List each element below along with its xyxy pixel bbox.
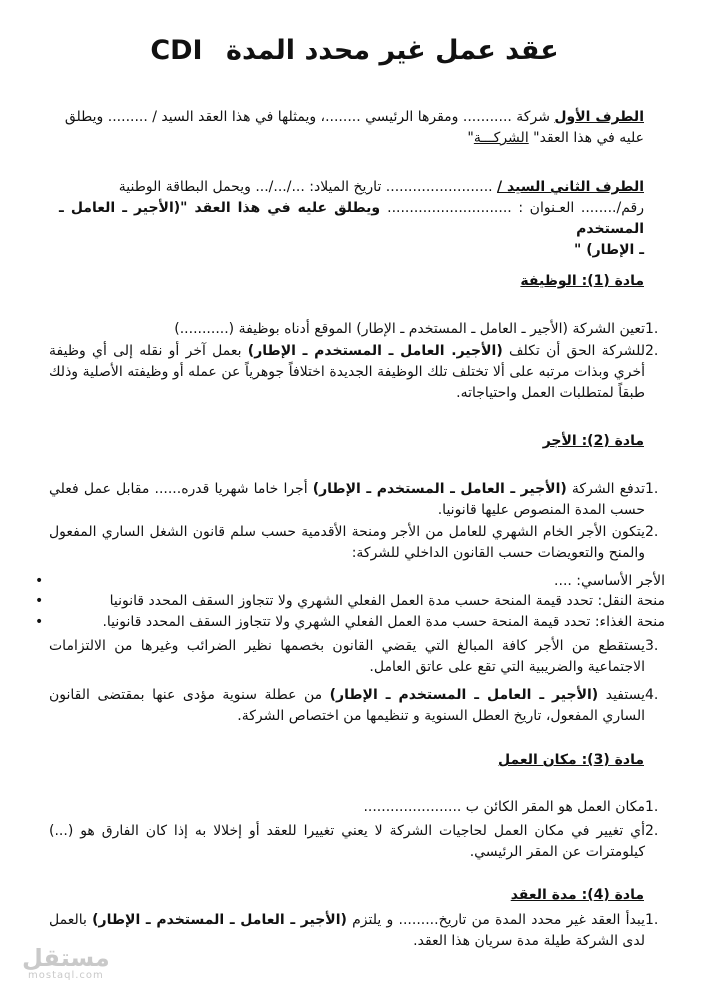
list-item: [49, 685, 669, 727]
title-code: CDI: [150, 35, 203, 66]
item-text: يستفيد (الأجير ـ العامل ـ المستخدم ـ الإطار) من عطلة سنوية مؤدى عنها بمقتضى القانون الساري المفعول، تاريخ العطل السنوية و تنظيمها من اختصاص الشركة.: [49, 687, 645, 724]
item-text: أي تغيير في مكان العمل لحاجيات الشركة لا يعني تغييرا للعقد أو إخلالا به إذا كان الفارق هو (...) كيلومترات عن المقر الرئيسي.: [49, 823, 645, 860]
list-item: [49, 821, 669, 863]
item-number: 3.: [645, 638, 659, 654]
first-party-label: الطرف الأول: [554, 109, 644, 125]
item-text: يبدأ العقد غير محدد المدة من تاريخ......... و يلتزم (الأجير ـ العامل ـ المستخدم ـ الإطار) بالعمل لدى الشركة طيلة مدة سريان هذا العقد.: [49, 912, 646, 949]
item-number: 1.: [645, 912, 659, 928]
list-item: [49, 341, 669, 404]
bullet-text: منحة الغذاء: تحدد قيمة المنحة حسب مدة العمل الفعلي الشهري ولا تتجاوز السقف المحدد قانونيا.: [102, 614, 665, 630]
item-number: 1.: [645, 321, 659, 337]
first-party-paragraph: [59, 107, 644, 149]
article-2-heading: مادة (2): الأجر: [542, 433, 644, 449]
article-3-heading: مادة (3): مكان العمل: [497, 752, 644, 768]
bullet-text: منحة النقل: تحدد قيمة المنحة حسب مدة العمل الفعلي الشهري ولا تتجاوز السقف المحدد قانونيا: [109, 593, 665, 609]
bullet-item: [35, 571, 665, 591]
second-party-paragraph: [59, 177, 644, 261]
item-number: 1.: [645, 799, 659, 815]
bullet-dot: •: [35, 573, 44, 589]
item-number: 1.: [645, 481, 659, 497]
article-4-heading: مادة (4): مدة العقد: [510, 887, 644, 903]
item-text: يستقطع من الأجر كافة المبالغ التي يقضي القانون بخصمها نظير الضرائب وغيرها من الالتزامات الاجتماعية والضريبية التي تقع على عاتق العامل.: [49, 638, 645, 675]
first-party-text-3: ": [467, 130, 474, 146]
first-party-text: شركة ........... ومقرها الرئيسي ........، ويمثلها في هذا العقد السيد / ......... ويطلق: [64, 109, 555, 125]
bullet-item: [35, 612, 665, 632]
list-item: [49, 797, 669, 818]
mostaql-watermark: [22, 946, 110, 981]
list-item: [49, 479, 669, 521]
bullet-item: [35, 591, 665, 611]
item-text: يتكون الأجر الخام الشهري للعامل من الأجر ومنحة الأقدمية حسب سلم قانون الشغل الساري المفعول والمنح والتعويضات حسب القانون الداخلي للشركة:: [49, 524, 645, 561]
item-number: 2.: [645, 343, 659, 359]
watermark-arabic: مستقل: [22, 944, 110, 972]
bullet-dot: •: [35, 614, 44, 630]
article-1-heading: مادة (1): الوظيفة: [520, 273, 644, 289]
bullet-text: الأجر الأساسي: ....: [554, 573, 665, 589]
company-term: الشركـــة: [473, 130, 529, 146]
item-number: 2.: [645, 524, 659, 540]
bullet-dot: •: [35, 593, 44, 609]
item-text: تدفع الشركة (الأجير ـ العامل ـ المستخدم ـ الإطار) أجرا خاما شهريا قدره...... مقابل عمل فعلي حسب المدة المنصوص عليها قانونيا.: [49, 481, 645, 518]
second-party-label: الطرف الثاني السيد /: [497, 179, 644, 195]
title-text: عقد عمل غير محدد المدة: [226, 35, 559, 66]
item-text: تعين الشركة (الأجير ـ العامل ـ المستخدم ـ الإطار) الموقع أدناه بوظيفة (...........): [174, 321, 645, 337]
second-party-line2a: رقم/........ العـنوان : ............................: [387, 200, 644, 216]
item-number: 4.: [645, 687, 659, 703]
item-text: مكان العمل هو المقر الكائن ب ......................: [363, 799, 645, 815]
watermark-url: mostaql.com: [28, 970, 104, 981]
list-item: [49, 910, 669, 952]
second-party-line3: ـ الإطار) ": [574, 242, 644, 258]
first-party-text-2: عليه في هذا العقد": [528, 130, 644, 146]
item-text: للشركة الحق أن تكلف (الأجير. العامل ـ المستخدم ـ الإطار) بعمل آخر أو نقله إلى أي وظيفة أخري وبذات مرتبه على ألا تختلف تلك الوظيفة الجديدة اختلافاً جوهرياً عن عمله أو وظيفته الأصلية وذلك طبقاً لمتطلبات العمل واحتياجاته.: [49, 343, 645, 401]
document-title: [0, 35, 709, 66]
list-item: [49, 636, 669, 678]
list-item: [49, 522, 669, 564]
second-party-line1: ........................ تاريخ الميلاد: .../.../... ويحمل البطاقة الوطنية: [118, 179, 498, 195]
item-number: 2.: [645, 823, 659, 839]
second-party-line2b: ويطلق عليه في هذا العقد "(الأجير ـ العامل ـ المستخدم: [59, 200, 644, 237]
list-item: [49, 319, 669, 340]
